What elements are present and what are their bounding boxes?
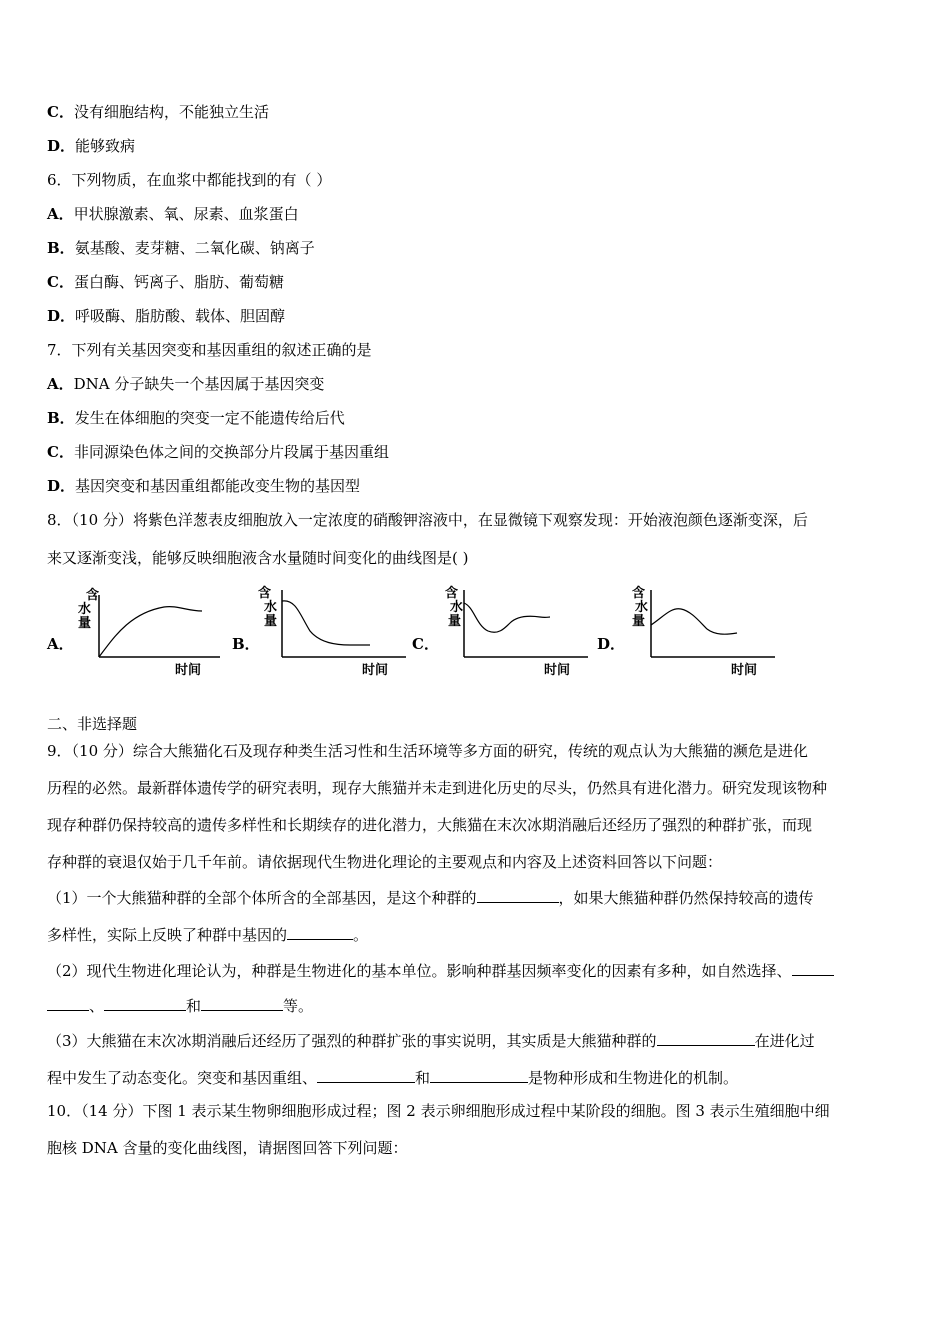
- q9-part3-text: 在进化过: [754, 1032, 815, 1050]
- graph-c: [440, 585, 590, 680]
- graph-d-letter: D．: [597, 635, 626, 653]
- q6-option-d: [47, 306, 285, 326]
- q9-part3-text: 和: [415, 1069, 431, 1087]
- q6-option-a: [47, 204, 299, 224]
- answer-blank[interactable]: [287, 925, 353, 940]
- q9-part2-line1: [47, 961, 834, 981]
- y-label-char: 含: [445, 586, 459, 601]
- y-label-char: 水: [264, 600, 278, 615]
- q9-part2-line2: [47, 996, 313, 1016]
- q8-stem-line2: 来又逐渐变浅，能够反映细胞液含水量随时间变化的曲线图是( ): [47, 549, 469, 567]
- option-letter: C．: [47, 273, 74, 291]
- x-label: 时间: [731, 663, 758, 678]
- x-label: 时间: [362, 663, 389, 678]
- q10-stem-line1: 10．（14 分）下图 1 表示某生物卵细胞形成过程；图 2 表示卵细胞形成过程中某阶段的细胞。图 3 表示生殖细胞中细: [47, 1102, 830, 1120]
- y-label-char: 量: [78, 616, 92, 631]
- option-letter: A．: [47, 205, 74, 223]
- option-text: 能够致病: [75, 137, 136, 155]
- q9-stem-line1: 9．（10 分）综合大熊猫化石及现存种类生活习性和生活环境等多方面的研究，传统的观点认为大熊猫的濒危是进化: [47, 742, 808, 760]
- y-label-char: 水: [78, 602, 92, 617]
- curve-fall-plateau: [282, 601, 370, 645]
- q5-option-d: [47, 136, 135, 156]
- option-text: 没有细胞结构，不能独立生活: [73, 103, 269, 121]
- q9-part3-line2: [47, 1068, 738, 1088]
- y-label-char: 水: [450, 600, 464, 615]
- option-letter: C．: [47, 443, 74, 461]
- option-text: 非同源染色体之间的交换部分片段属于基因重组: [73, 443, 389, 461]
- option-letter: B．: [47, 239, 75, 257]
- q7-option-b: [47, 408, 345, 428]
- q7-option-a: [47, 374, 324, 394]
- q6-option-b: [47, 238, 315, 258]
- y-label-char: 含: [86, 588, 100, 603]
- q9-stem-line2: 历程的必然。最新群体遗传学的研究表明，现存大熊猫并未走到进化历史的尽头，仍然具有进化潜力。研究发现该物种: [47, 779, 828, 797]
- x-label: 时间: [544, 663, 571, 678]
- graph-a-letter: A．: [47, 635, 74, 653]
- option-text: 蛋白酶、钙离子、脂肪、葡萄糖: [73, 273, 284, 291]
- option-letter: A．: [47, 375, 74, 393]
- q9-part2-text: （2）现代生物进化理论认为，种群是生物进化的基本单位。影响种群基因频率变化的因素有多种，如自然选择、: [47, 962, 792, 980]
- q6-option-c: [47, 272, 284, 292]
- q6-stem: 6．下列物质，在血浆中都能找到的有（ ）: [47, 171, 332, 189]
- answer-blank[interactable]: [201, 996, 283, 1011]
- curve-rise-then-fall: [651, 609, 737, 634]
- q9-part3-text: 是物种形成和生物进化的机制。: [528, 1069, 739, 1087]
- y-label-char: 量: [632, 614, 646, 629]
- option-letter: D．: [47, 477, 76, 495]
- y-label-char: 含: [632, 586, 646, 601]
- answer-blank[interactable]: [477, 888, 559, 903]
- option-text: 基因突变和基因重组都能改变生物的基因型: [75, 477, 361, 495]
- q9-stem-line3: 现存种群仍保持较高的遗传多样性和长期续存的进化潜力，大熊猫在末次冰期消融后还经历了强烈的种群扩张，而现: [47, 816, 813, 834]
- answer-blank[interactable]: [792, 961, 834, 976]
- q5-option-c: [47, 102, 269, 122]
- q8-stem-line1: 8．（10 分）将紫色洋葱表皮细胞放入一定浓度的硝酸钾溶液中，在显微镜下观察发现：开始液泡颜色逐渐变深，后: [47, 511, 808, 529]
- answer-blank[interactable]: [104, 996, 186, 1011]
- q9-part1-text: 。: [353, 926, 369, 944]
- q9-part1-line2: [47, 925, 368, 945]
- option-text: DNA 分子缺失一个基因属于基因突变: [73, 375, 325, 393]
- graph-d: [627, 585, 777, 680]
- answer-blank[interactable]: [47, 996, 89, 1011]
- q7-option-c: [47, 442, 389, 462]
- q7-option-d: [47, 476, 360, 496]
- option-letter: D．: [47, 307, 76, 325]
- option-letter: D．: [47, 137, 76, 155]
- curve-fall-then-rise: [464, 603, 550, 632]
- y-label-char: 含: [258, 586, 272, 601]
- q9-part1-text: 多样性，实际上反映了种群中基因的: [47, 926, 288, 944]
- section-title: 二、非选择题: [47, 715, 138, 733]
- option-text: 甲状腺激素、氧、尿素、血浆蛋白: [73, 205, 299, 223]
- y-label-char: 量: [264, 614, 278, 629]
- answer-blank[interactable]: [317, 1068, 415, 1083]
- option-letter: C．: [47, 103, 74, 121]
- q9-part3-text: 程中发生了动态变化。突变和基因重组、: [47, 1069, 318, 1087]
- q9-part2-text: 和: [186, 997, 202, 1015]
- y-label-char: 量: [448, 614, 462, 629]
- option-text: 发生在体细胞的突变一定不能遗传给后代: [74, 409, 345, 427]
- option-letter: B．: [47, 409, 75, 427]
- q9-part3-text: （3）大熊猫在末次冰期消融后还经历了强烈的种群扩张的事实说明，其实质是大熊猫种群的: [47, 1032, 657, 1050]
- x-label: 时间: [175, 663, 202, 678]
- q9-part1-text: （1）一个大熊猫种群的全部个体所含的全部基因，是这个种群的: [47, 889, 477, 907]
- graph-b-letter: B．: [232, 635, 260, 653]
- q9-part1-text: ，如果大熊猫种群仍然保持较高的遗传: [558, 889, 814, 907]
- curve-rise-plateau: [99, 607, 202, 657]
- graph-c-letter: C．: [412, 635, 439, 653]
- q7-stem: 7．下列有关基因突变和基因重组的叙述正确的是: [47, 341, 372, 359]
- graph-b: [258, 585, 408, 680]
- q9-part1-line1: [47, 888, 814, 908]
- q9-part2-text: 等。: [283, 997, 314, 1015]
- y-label-char: 水: [635, 600, 649, 615]
- graph-a: [72, 585, 222, 680]
- q9-part3-line1: [47, 1031, 815, 1051]
- option-text: 呼吸酶、脂肪酸、载体、胆固醇: [75, 307, 286, 325]
- q9-stem-line4: 存种群的衰退仅始于几千年前。请依据现代生物进化理论的主要观点和内容及上述资料回答以下问题：: [47, 853, 723, 871]
- answer-blank[interactable]: [657, 1031, 755, 1046]
- q9-part2-text: 、: [89, 997, 105, 1015]
- q10-stem-line2: 胞核 DNA 含量的变化曲线图，请据图回答下列问题：: [47, 1139, 408, 1157]
- answer-blank[interactable]: [430, 1068, 528, 1083]
- option-text: 氨基酸、麦芽糖、二氧化碳、钠离子: [74, 239, 315, 257]
